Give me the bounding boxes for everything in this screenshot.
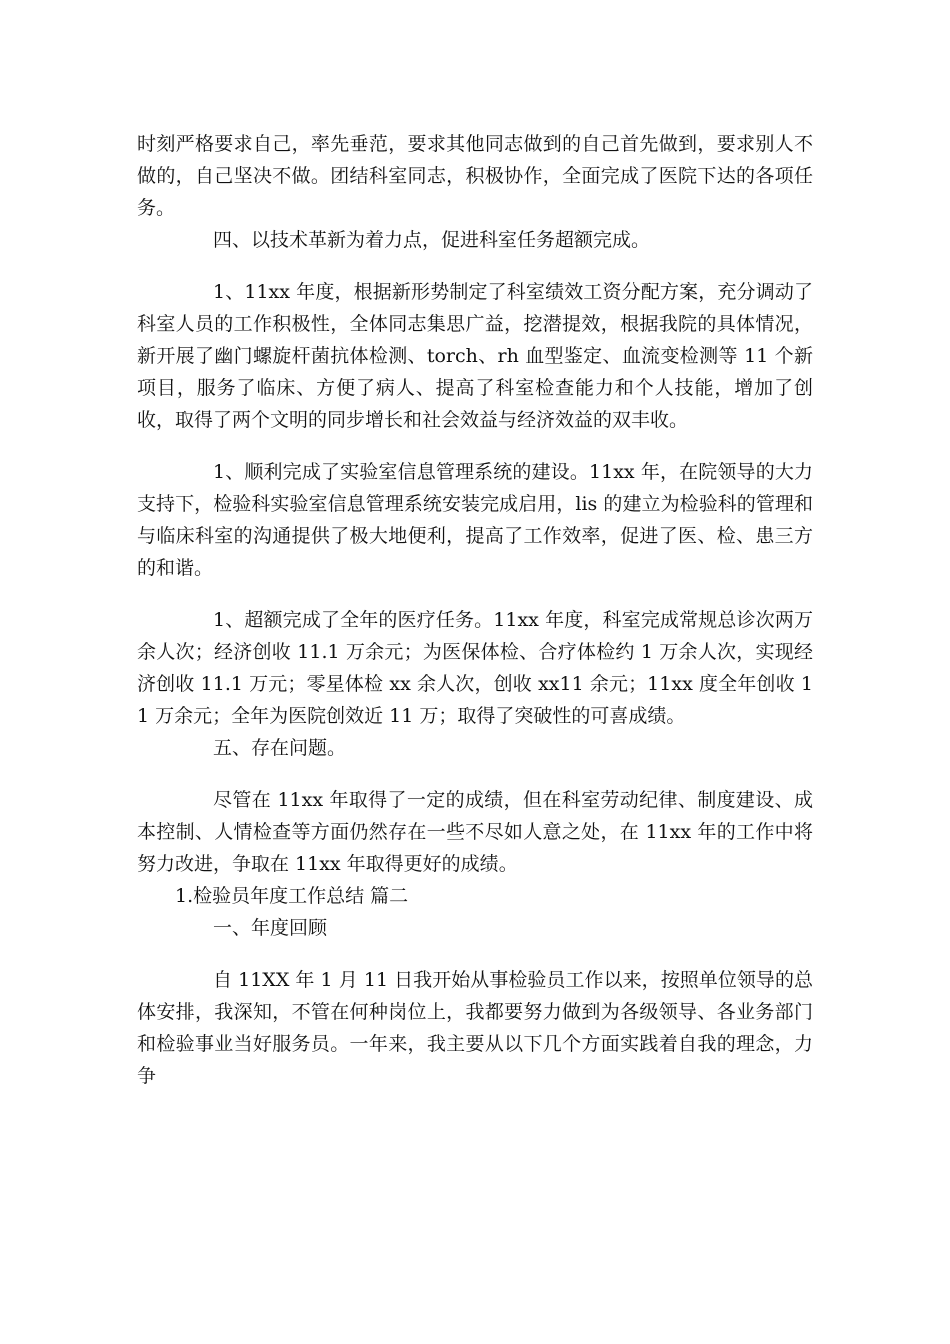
part-two-title: 1.检验员年度工作总结 篇二 bbox=[175, 885, 409, 907]
paragraph-medical-tasks: 1、超额完成了全年的医疗任务。11xx 年度，科室完成常规总诊次两万余人次；经济创收 11.1 万余元；为医保体检、合疗体检约 1 万余人次，实现经济创收 11.1 万元；零星体检 xx 余人次，创收 xx11 余元；11xx 度全年创收 11 万余元；全年为医院创效近 11 万；取得了突破性的可喜成绩。 bbox=[137, 609, 813, 727]
paragraph-problems: 尽管在 11xx 年取得了一定的成绩，但在科室劳动纪律、制度建设、成本控制、人情检查等方面仍然存在一些不尽如人意之处，在 11xx 年的工作中将努力改进，争取在 11xx 年取得更好的成绩。 bbox=[137, 789, 813, 875]
section-heading-review: 一、年度回顾 bbox=[213, 917, 328, 939]
paragraph-performance-plan: 1、11xx 年度，根据新形势制定了科室绩效工资分配方案，充分调动了科室人员的工作积极性，全体同志集思广益，挖潜提效，根据我院的具体情况，新开展了幽门螺旋杆菌抗体检测、torch、rh 血型鉴定、血流变检测等 11 个新项目，服务了临床、方便了病人、提高了科室检查能力和个人技能，增加了创收，取得了两个文明的同步增长和社会效益与经济效益的双丰收。 bbox=[137, 281, 813, 431]
paragraph-continued: 时刻严格要求自己，率先垂范，要求其他同志做到的自己首先做到，要求别人不做的，自己坚决不做。团结科室同志，积极协作，全面完成了医院下达的各项任务。 bbox=[137, 133, 813, 219]
document-body bbox=[137, 128, 813, 1092]
section-heading-4: 四、以技术革新为着力点，促进科室任务超额完成。 bbox=[213, 229, 651, 251]
paragraph-lis-system: 1、顺利完成了实验室信息管理系统的建设。11xx 年，在院领导的大力支持下，检验科实验室信息管理系统安装完成启用，lis 的建立为检验科的管理和与临床科室的沟通提供了极大地便利，提高了工作效率，促进了医、检、患三方的和谐。 bbox=[137, 461, 813, 579]
section-heading-5: 五、存在问题。 bbox=[213, 737, 347, 759]
paragraph-review: 自 11XX 年 1 月 11 日我开始从事检验员工作以来，按照单位领导的总体安排，我深知，不管在何种岗位上，我都要努力做到为各级领导、各业务部门和检验事业当好服务员。一年来，我主要从以下几个方面实践着自我的理念，力争 bbox=[137, 969, 813, 1087]
